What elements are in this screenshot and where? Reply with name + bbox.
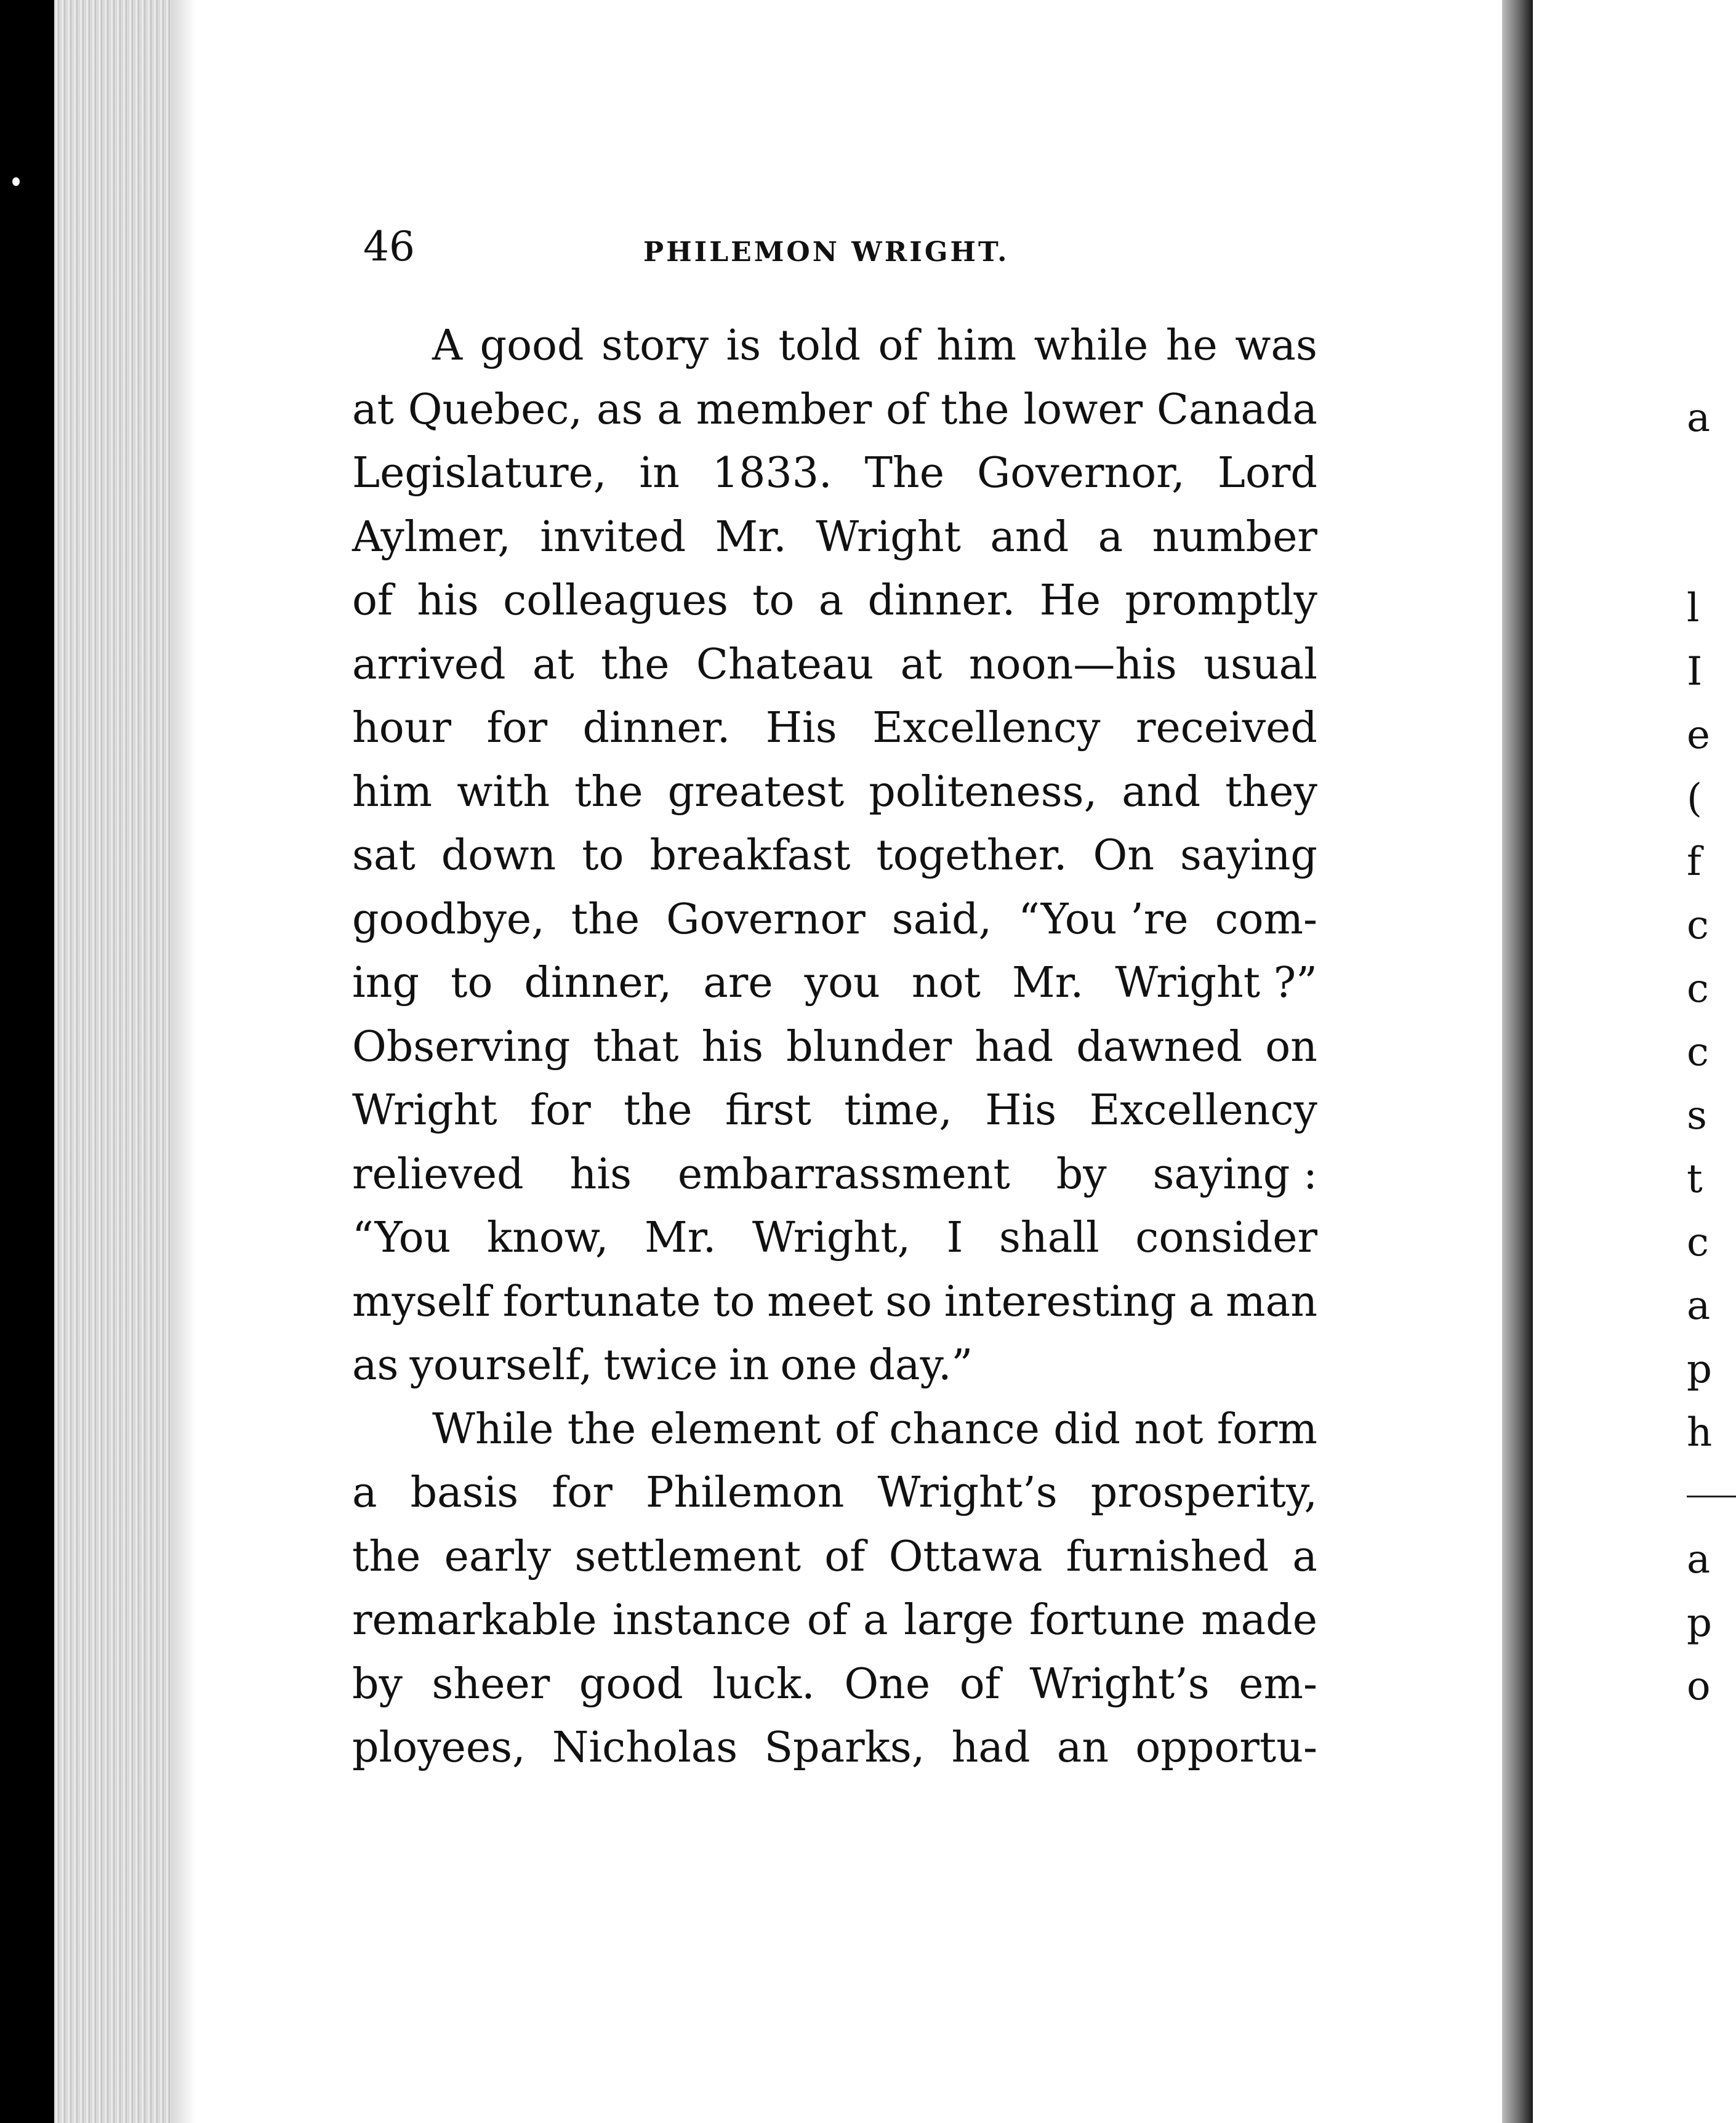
word: Governor, xyxy=(976,449,1185,498)
word: a xyxy=(657,385,682,434)
word: Ottawa xyxy=(888,1532,1043,1581)
word: the xyxy=(574,767,643,816)
facing-page-letter: l xyxy=(1687,586,1700,631)
word: to xyxy=(713,1277,755,1326)
word: at xyxy=(532,640,574,689)
word: Wright xyxy=(816,512,961,562)
word: one xyxy=(780,1341,858,1390)
text-line xyxy=(352,1653,1317,1717)
word: Aylmer, xyxy=(352,512,511,562)
word: of xyxy=(352,576,393,625)
word: as xyxy=(352,1341,399,1390)
word: Wright, xyxy=(752,1214,911,1262)
word: settlement xyxy=(574,1532,802,1581)
word: a xyxy=(818,576,844,625)
word: Mr. xyxy=(1012,959,1084,1007)
text-line xyxy=(352,1589,1317,1653)
word: sheer xyxy=(432,1659,550,1709)
word: story xyxy=(601,321,709,370)
facing-page-letter: I xyxy=(1687,649,1703,695)
word: Canada xyxy=(1156,385,1317,434)
word: arrived xyxy=(352,640,506,689)
facing-page-text xyxy=(1687,323,1736,1718)
word: ing xyxy=(352,959,420,1007)
facing-page-letter xyxy=(1687,514,1736,577)
word: the xyxy=(571,895,640,944)
word: remarkable xyxy=(352,1596,597,1645)
word: Wright xyxy=(352,1086,497,1135)
facing-page-letter: ( xyxy=(1687,776,1702,821)
word: together. xyxy=(876,831,1067,880)
word: an xyxy=(1056,1723,1109,1772)
word: at xyxy=(900,640,942,689)
word: good xyxy=(480,321,584,370)
word: Mr. xyxy=(715,512,787,562)
word: as xyxy=(596,385,643,434)
word: Mr. xyxy=(645,1214,717,1262)
word: to xyxy=(582,831,624,880)
word: his xyxy=(701,1022,764,1071)
word: promptly xyxy=(1125,576,1317,625)
word: greatest xyxy=(667,767,845,816)
word: of xyxy=(824,1532,866,1581)
text-line xyxy=(352,951,1317,1015)
text-line xyxy=(352,569,1317,633)
word: a xyxy=(352,1468,377,1517)
book-page-edges xyxy=(54,0,171,2123)
word: the xyxy=(601,640,670,689)
word: that xyxy=(593,1022,679,1071)
text-line xyxy=(352,441,1317,506)
word: saying : xyxy=(1152,1150,1317,1199)
body-text xyxy=(352,314,1317,1780)
word: dinner. xyxy=(867,576,1016,625)
word: and xyxy=(990,512,1069,562)
text-line xyxy=(352,888,1317,952)
word: a xyxy=(863,1596,888,1645)
facing-page-letter: c xyxy=(1687,1029,1709,1075)
word: usual xyxy=(1204,640,1317,689)
word: Wright’s xyxy=(877,1468,1058,1517)
word: a xyxy=(1098,512,1123,562)
word: Excellency xyxy=(872,704,1101,752)
word: element xyxy=(649,1404,821,1454)
word: relieved xyxy=(352,1150,524,1199)
text-line xyxy=(352,1716,1317,1780)
facing-page-letter: f xyxy=(1687,839,1702,885)
word: Legislature, xyxy=(352,449,607,498)
word: com- xyxy=(1215,895,1317,944)
word: The xyxy=(864,449,944,498)
word: fortunate xyxy=(502,1277,701,1326)
word: “You ’re xyxy=(1018,895,1189,944)
word: had xyxy=(951,1723,1031,1772)
word: shall xyxy=(999,1214,1099,1262)
word: was xyxy=(1235,321,1317,370)
word: by xyxy=(352,1659,403,1709)
word: instance xyxy=(612,1596,792,1645)
facing-page-letter: c xyxy=(1687,1220,1709,1265)
word: at xyxy=(352,385,394,434)
word: Nicholas xyxy=(552,1723,738,1772)
word: chance xyxy=(889,1404,1040,1454)
word: in xyxy=(728,1341,770,1390)
word: member xyxy=(696,385,872,434)
word: while xyxy=(1034,321,1149,370)
paragraph xyxy=(352,314,1317,1398)
word: dawned xyxy=(1076,1022,1243,1071)
facing-page-letter: p xyxy=(1687,1600,1712,1646)
word: Sparks, xyxy=(764,1723,925,1772)
facing-page-letter: a xyxy=(1687,395,1711,441)
word: they xyxy=(1225,767,1317,816)
word: his xyxy=(569,1150,632,1199)
text-line xyxy=(352,760,1317,824)
word: Wright’s xyxy=(1029,1659,1210,1709)
word: of xyxy=(806,1596,848,1645)
text-line xyxy=(352,314,1317,378)
facing-page-letter xyxy=(1687,323,1736,387)
word: of xyxy=(878,321,919,370)
word: did xyxy=(1053,1404,1121,1454)
word: em- xyxy=(1239,1659,1317,1709)
paragraph xyxy=(352,1398,1317,1780)
word: large xyxy=(904,1596,1014,1645)
word: down xyxy=(441,831,557,880)
word: him xyxy=(352,767,433,816)
facing-page-fragment xyxy=(1533,0,1736,2123)
text-line xyxy=(352,378,1317,442)
text-line xyxy=(352,1079,1317,1143)
dust-speck xyxy=(12,177,20,186)
word: you xyxy=(804,959,880,1007)
word: the xyxy=(352,1532,421,1581)
word: ployees, xyxy=(352,1723,526,1772)
word: A xyxy=(432,321,463,370)
word: on xyxy=(1265,1022,1317,1071)
word: to xyxy=(451,959,493,1007)
word: Wright ?” xyxy=(1115,959,1317,1007)
word: lower xyxy=(1023,385,1143,434)
word: Chateau xyxy=(696,640,874,689)
word: so xyxy=(885,1277,933,1326)
word: noon—his xyxy=(968,640,1177,689)
word: Philemon xyxy=(645,1468,845,1517)
text-line xyxy=(352,1461,1317,1525)
word: goodbye, xyxy=(352,895,545,944)
text-line xyxy=(352,1525,1317,1589)
word: by xyxy=(1056,1150,1107,1199)
word: of xyxy=(834,1404,876,1454)
word: dinner. xyxy=(582,704,731,752)
text-line xyxy=(352,1398,1317,1462)
word: for xyxy=(486,704,548,752)
word: basis xyxy=(410,1468,519,1517)
word: meet xyxy=(767,1277,874,1326)
word: of xyxy=(959,1659,1000,1709)
word: form xyxy=(1216,1404,1317,1454)
word: not xyxy=(911,959,981,1007)
page-header xyxy=(363,223,1330,284)
word: not xyxy=(1134,1404,1204,1454)
text-line xyxy=(352,1143,1317,1207)
word: hour xyxy=(352,704,452,752)
word: for xyxy=(552,1468,613,1517)
word: politeness, xyxy=(869,767,1098,816)
facing-page-letter: e xyxy=(1687,712,1710,758)
word: know, xyxy=(486,1214,609,1262)
facing-page-letter: h xyxy=(1687,1410,1713,1456)
word: early xyxy=(444,1532,552,1581)
word: furnished xyxy=(1066,1532,1269,1581)
word: a xyxy=(1292,1532,1317,1581)
word: opportu- xyxy=(1135,1723,1317,1772)
word: His xyxy=(985,1086,1057,1135)
word: of xyxy=(886,385,927,434)
word: with xyxy=(457,767,550,816)
word: the xyxy=(567,1404,637,1454)
word: prosperity, xyxy=(1090,1468,1317,1517)
word: the xyxy=(941,385,1010,434)
word: are xyxy=(703,959,773,1007)
facing-page-letter: t xyxy=(1687,1156,1703,1202)
word: I xyxy=(946,1214,963,1262)
word: the xyxy=(624,1086,693,1135)
word: Governor xyxy=(666,895,866,944)
word: One xyxy=(844,1659,931,1709)
word: number xyxy=(1152,512,1317,562)
word: told xyxy=(778,321,861,370)
text-line xyxy=(352,1015,1317,1079)
book-gutter xyxy=(1502,0,1533,2123)
word: good xyxy=(579,1659,683,1709)
word: Lord xyxy=(1217,449,1317,498)
text-line xyxy=(352,633,1317,697)
word: breakfast xyxy=(649,831,851,880)
word: said, xyxy=(891,895,992,944)
word: 1833. xyxy=(712,449,832,498)
word: and xyxy=(1122,767,1201,816)
word: Excellency xyxy=(1089,1086,1317,1135)
word: His xyxy=(765,704,837,752)
word: him xyxy=(936,321,1017,370)
word: made xyxy=(1201,1596,1317,1645)
word: Observing xyxy=(352,1022,571,1071)
word: saying xyxy=(1179,831,1317,880)
text-line xyxy=(352,1334,1317,1398)
word: sat xyxy=(352,831,416,880)
page-number: 46 xyxy=(363,223,415,270)
text-line xyxy=(352,1270,1317,1334)
facing-page-letter: a xyxy=(1687,1283,1711,1329)
facing-page-letter: a xyxy=(1687,1537,1711,1582)
text-line xyxy=(352,696,1317,760)
word: blunder xyxy=(786,1022,952,1071)
word: his xyxy=(417,576,479,625)
word: interesting xyxy=(944,1277,1177,1326)
word: to xyxy=(752,576,795,625)
facing-page-letter: c xyxy=(1687,903,1709,948)
facing-page-letter xyxy=(1687,450,1736,514)
word: a xyxy=(1188,1277,1214,1326)
word: had xyxy=(974,1022,1054,1071)
word: myself xyxy=(352,1277,491,1326)
word: for xyxy=(530,1086,591,1135)
word: “You xyxy=(352,1214,451,1262)
word: colleagues xyxy=(503,576,728,625)
facing-page-letter: s xyxy=(1687,1093,1707,1138)
word: On xyxy=(1093,831,1154,880)
word: yourself, xyxy=(409,1341,593,1390)
word: fortune xyxy=(1029,1596,1186,1645)
word: invited xyxy=(540,512,686,562)
word: He xyxy=(1039,576,1101,625)
word: time, xyxy=(844,1086,952,1135)
word: Quebec, xyxy=(408,385,583,434)
word: embarrassment xyxy=(677,1150,1010,1199)
word: received xyxy=(1135,704,1317,752)
text-line xyxy=(352,506,1317,570)
text-line xyxy=(352,824,1317,888)
word: twice xyxy=(603,1341,718,1390)
text-line xyxy=(352,1206,1317,1270)
facing-page-letter: o xyxy=(1687,1664,1711,1709)
word: dinner, xyxy=(524,959,672,1007)
word: day.” xyxy=(868,1341,973,1390)
facing-page-letter: c xyxy=(1687,966,1709,1012)
word: is xyxy=(726,321,762,370)
word: While xyxy=(432,1404,554,1454)
facing-page-letter: p xyxy=(1687,1347,1712,1392)
facing-page-letter xyxy=(1687,1496,1736,1497)
word: he xyxy=(1165,321,1218,370)
word: consider xyxy=(1135,1214,1317,1262)
word: man xyxy=(1226,1277,1317,1326)
word: first xyxy=(725,1086,812,1135)
running-head: PHILEMON WRIGHT. xyxy=(643,236,1010,268)
word: luck. xyxy=(712,1659,815,1709)
word: in xyxy=(639,449,680,498)
